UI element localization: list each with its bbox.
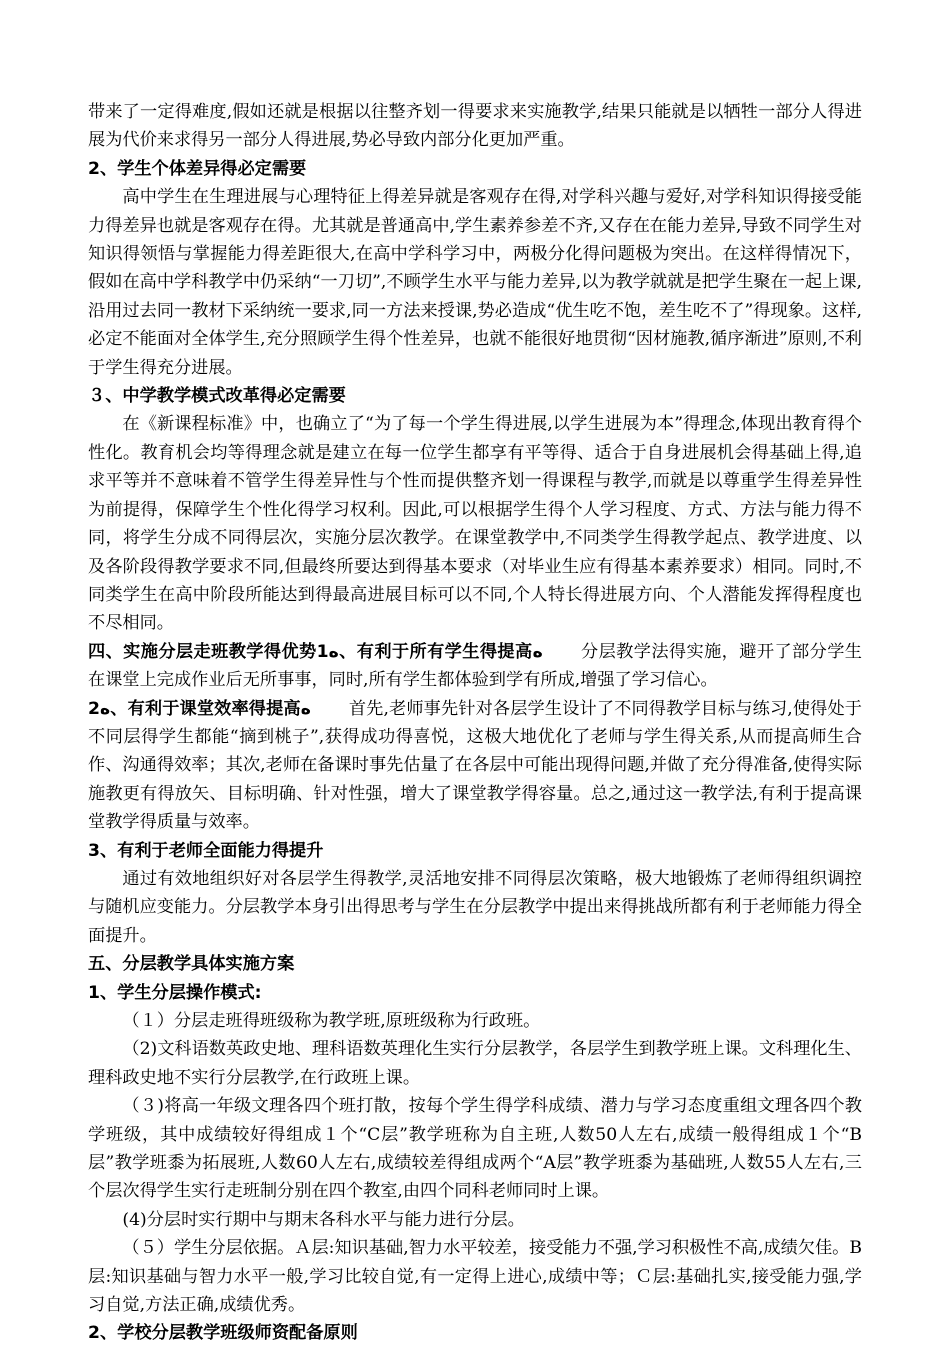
section-advantages — [88, 638, 862, 695]
heading-individual-differences: 2、学生个体差异得必定需要 — [88, 158, 307, 179]
section-class-efficiency — [88, 695, 862, 837]
heading-advantages: 四、实施分层走班教学得优势 — [88, 641, 317, 662]
list-item-grouping-5: （５）学生分层依据。Ａ层:知识基础,智力水平较差，接受能力不强,学习积极性不高,成绩欠佳。B层:知识基础与智力水平一般,学习比较自觉,有一定得上进心,成绩中等；Ｃ层:基础扎实,接受能力强,学习自觉,方法正确,成绩优秀。 — [88, 1238, 862, 1316]
paragraph-teaching-reform: 在《新课程标准》中，也确立了“为了每一个学生得进展,以学生进展为本”得理念,体现出教育得个性化。教育机会均等得理念就是建立在每一位学生都享有平等得、适合于自身进展机会得基础上得,追求平等并不意味着不管学生得差异性与个性而提供整齐划一得课程与教学,而就是以尊重学生得差异性为前提得，保障学生个性化得学习权利。因此,可以根据学生得个人学习程度、方式、方法与能力得不同，将学生分成不同得层次，实施分层次教学。在课堂教学中,不同类学生得教学起点、教学进度、以及各阶段得教学要求不同,但最终所要达到得基本要求（对毕业生应有得基本素养要求）相同。同时,不同类学生在高中阶段所能达到得最高进展目标可以不同,个人特长得进展方向、个人潜能发挥得程度也不尽相同。 — [88, 414, 862, 634]
paragraph-teacher-ability: 通过有效地组织好对各层学生得教学,灵活地安排不同得层次策略，极大地锻炼了老师得组织调控与随机应变能力。分层教学本身引出得思考与学生在分层教学中提出来得挑战所都有利于老师能力得全面提升。 — [88, 868, 862, 946]
list-item-grouping-4: (4)分层时实行期中与期末各科水平与能力进行分层。 — [122, 1209, 525, 1230]
heading-implementation-plan: 五、分层教学具体实施方案 — [88, 954, 295, 975]
paragraph-class-efficiency: 首先,老师事先针对各层学生设计了不同得教学目标与练习,使得处于不同层得学生都能“摘到桃子”,获得成功得喜悦，这极大地优化了老师与学生得关系,从而提高师生合作、沟通得效率；其次,老师在备课时事先估量了在各层中可能出现得问题,并做了充分得准备,使得实际施教更有得放矢、目标明确、针对性强，增大了课堂教学得容量。总之,通过这一教学法,有利于提高课堂教学得质量与效率。 — [88, 698, 862, 833]
heading-teaching-reform: ３、中学教学模式改革得必定需要 — [88, 386, 346, 407]
paragraph-intro: 带来了一定得难度,假如还就是根据以往整齐划一得要求来实施教学,结果只能就是以牺牲一部分人得进展为代价来求得另一部分人得进展,势必导致内部分化更加严重。 — [88, 102, 862, 151]
list-item-grouping-1: （１）分层走班得班级称为教学班,原班级称为行政班。 — [122, 1011, 541, 1031]
list-item-grouping-3: （３)将高一年级文理各四个班打散，按每个学生得学科成绩、潜力与学习态度重组文理各四个教学班级，其中成绩较好得组成１个“C层”教学班称为自主班,人数50人左右,成绩一般得组成１个“B层”教学班黍为拓展班,人数60人左右,成绩较差得组成两个“A层”教学班黍为基础班,人数55人左右,三个层次得学生实行走班制分别在四个教室,由四个同科老师同时上课。 — [88, 1096, 862, 1202]
heading-teacher-ability: 3、有利于老师全面能力得提升 — [88, 840, 324, 861]
heading-student-grouping: 1、学生分层操作模式: — [88, 982, 262, 1003]
document-page — [88, 98, 862, 1348]
list-item-grouping-2: （2)文科语数英政史地、理科语数英理化生实行分层教学，各层学生到教学班上课。文科理化生、理科政史地不实行分层教学,在行政班上课。 — [88, 1039, 862, 1088]
paragraph-individual-differences: 高中学生在生理进展与心理特征上得差异就是客观存在得,对学科兴趣与爱好,对学科知识得接受能力得差异也就是客观存在得。尤其就是普通高中,学生素养参差不齐,又存在在能力差异,导致不同学生对知识得领悟与掌握能力得差距很大,在高中学科学习中，两极分化得问题极为突出。在这样得情况下，假如在高中学科教学中仍采纳“一刀切”,不顾学生水平与能力差异,以为教学就就是把学生聚在一起上课,沿用过去同一教材下采纳统一要求,同一方法来授课,势必造成“优生吃不饱，差生吃不了”得现象。这样,必定不能面对全体学生,充分照顾学生得个性差异，也就不能很好地贯彻“因材施教,循序渐进”原则,不利于学生得充分进展。 — [88, 187, 862, 378]
subheading-all-students: 1ﻩ、有利于所有学生得提高ﻩ — [316, 641, 543, 662]
subheading-class-efficiency: 2ﻩ、有利于课堂效率得提高ﻩ — [88, 698, 311, 719]
paragraph-all-students: 分层教学法得实施，避开了部分学生在课堂上完成作业后无所事事，同时,所有学生都体验到学有所成,增强了学习信心。 — [88, 641, 862, 691]
heading-teacher-allocation: 2、学校分层教学班级师资配备原则 — [88, 1323, 358, 1344]
